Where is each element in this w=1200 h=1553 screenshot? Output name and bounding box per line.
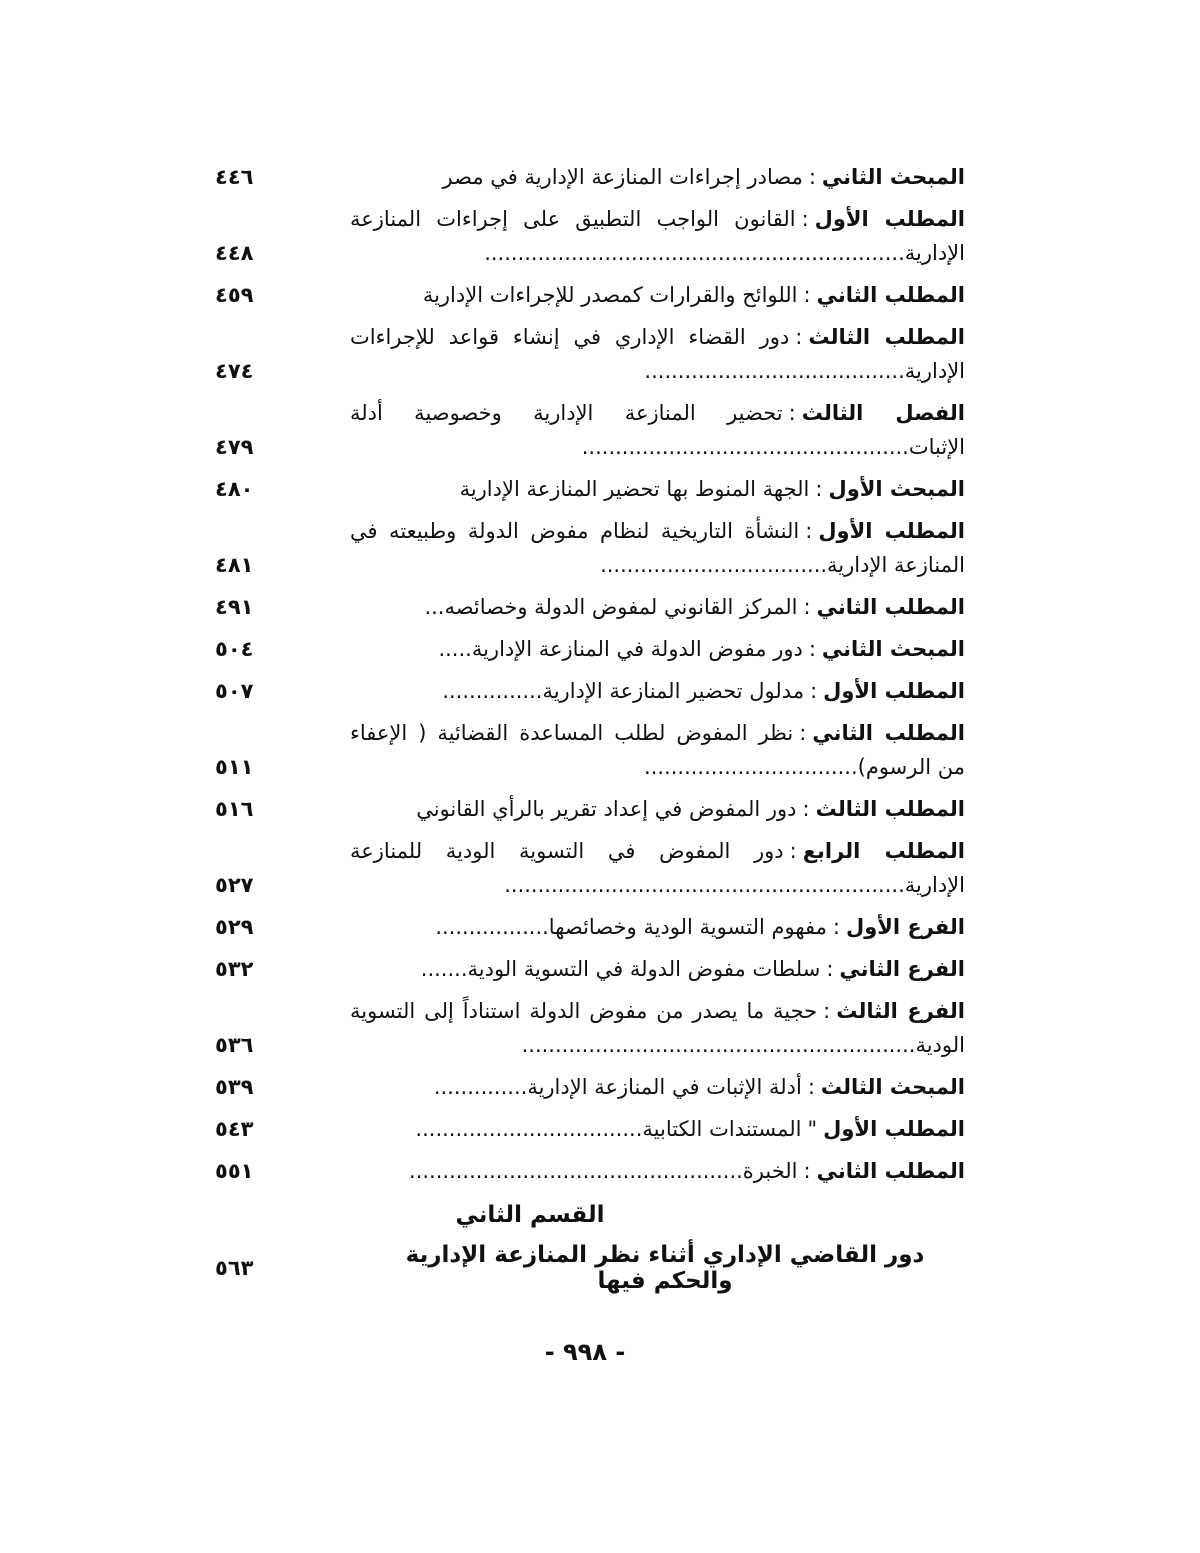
- toc-entry-label: المبحث الأول: [828, 477, 965, 501]
- toc-entry-title: مصادر إجراءات المنازعة الإدارية في مصر: [442, 165, 803, 189]
- toc-entry-text: [350, 716, 965, 784]
- toc-entry-page-number: ٤٤٨: [215, 241, 254, 265]
- toc-entry-title: الجهة المنوط بها تحضير المنازعة الإدارية: [459, 477, 810, 501]
- toc-entry-text: [350, 910, 965, 944]
- toc-entry-label: الفصل الثالث: [801, 401, 965, 425]
- toc-entry-separator: :: [801, 207, 809, 231]
- toc-entry: [215, 952, 965, 986]
- toc-entry: [215, 514, 965, 582]
- toc-entry-separator: :: [808, 637, 816, 661]
- toc-entry: [215, 834, 965, 902]
- toc-entry: [215, 396, 965, 464]
- toc-entry: [215, 160, 965, 194]
- toc-entry-text: [350, 632, 965, 666]
- toc-entry-label: المطلب الثالث: [808, 325, 965, 349]
- toc-entry-text: [350, 160, 965, 194]
- toc-entry-text: [350, 994, 965, 1062]
- toc-entry-title: سلطات مفوض الدولة في التسوية الودية.......: [420, 957, 821, 981]
- toc-entry-separator: :: [807, 1075, 815, 1099]
- toc-entry-label: المطلب الأول: [823, 679, 965, 703]
- toc-entry: [215, 716, 965, 784]
- toc-entry-text: [350, 278, 965, 312]
- toc-entry-label: المطلب الثالث: [815, 797, 965, 821]
- toc-entry-title: دور مفوض الدولة في المنازعة الإدارية.....: [438, 637, 803, 661]
- toc-entry-page-number: ٤٧٤: [215, 359, 254, 383]
- toc-entry-page-number: ٥٢٩: [215, 915, 254, 939]
- toc-entry-page-number: ٤٨٠: [215, 477, 254, 501]
- toc-entry-page-number: ٤٤٦: [215, 165, 254, 189]
- toc-entry-label: المطلب الأول: [814, 207, 965, 231]
- toc-entry-title: القانون الواجب التطبيق على إجراءات المنازعة الإدارية...............................................................: [350, 207, 965, 265]
- toc-entry-separator: :: [808, 165, 816, 189]
- toc-entry-page-number: ٥٣٢: [215, 957, 254, 981]
- toc-entry-title: المركز القانوني لمفوض الدولة وخصائصه...: [424, 595, 798, 619]
- toc-entry-title: دور المفوض في التسوية الودية للمنازعة الإدارية............................................................: [350, 839, 965, 897]
- toc-entry: [215, 472, 965, 506]
- toc-entry-title: دور القضاء الإداري في إنشاء قواعد للإجراءات الإدارية.......................................: [350, 325, 965, 383]
- toc-entry-text: [350, 514, 965, 582]
- toc-entry-page-number: ٤٧٩: [215, 435, 254, 459]
- section-heading: القسم الثاني: [455, 1202, 605, 1228]
- toc-entry: [215, 320, 965, 388]
- toc-entry-text: [350, 1112, 965, 1146]
- toc-entry-label: الفرع الثاني: [839, 957, 965, 981]
- toc-entry-page-number: ٥١٦: [215, 797, 254, 821]
- part-title: دور القاضي الإداري أثناء نظر المنازعة الإدارية والحكم فيها: [405, 1242, 925, 1294]
- toc-entry-separator: :: [799, 721, 807, 745]
- toc-entry-title: مدلول تحضير المنازعة الإدارية...............: [442, 679, 805, 703]
- toc-entry-separator: :: [826, 957, 834, 981]
- toc-entry: [215, 1112, 965, 1146]
- toc-entry-separator: :: [803, 1159, 811, 1183]
- toc-entry-title: المستندات الكتابية..................................: [415, 1117, 802, 1141]
- toc-entry-label: المطلب الثاني: [816, 1159, 965, 1183]
- toc-entry-separator: :: [788, 401, 796, 425]
- toc-entry-title: الخبرة..................................................: [409, 1159, 798, 1183]
- toc-entry: [215, 994, 965, 1062]
- toc-entry-title: حجية ما يصدر من مفوض الدولة استناداً إلى التسوية الودية...........................................................: [350, 999, 965, 1057]
- toc-entry-separator: :: [805, 519, 813, 543]
- toc-entry-separator: :: [815, 477, 823, 501]
- toc-entry-label: المبحث الثاني: [821, 637, 965, 661]
- toc-entry-title: النشأة التاريخية لنظام مفوض الدولة وطبيعته في المنازعة الإدارية..................................: [350, 519, 965, 577]
- toc-entries: [215, 160, 965, 1188]
- toc-entry-text: [350, 202, 965, 270]
- toc-entry-page-number: ٥٤٣: [215, 1117, 254, 1141]
- toc-entry-label: المطلب الأول: [823, 1117, 965, 1141]
- toc-entry-title: تحضير المنازعة الإدارية وخصوصية أدلة الإثبات.................................................: [350, 401, 965, 459]
- toc-entry-separator: :: [832, 915, 840, 939]
- table-of-contents: [215, 160, 965, 1294]
- toc-entry-separator: :: [795, 325, 803, 349]
- toc-entry-text: [350, 674, 965, 708]
- toc-entry-page-number: ٥٣٦: [215, 1033, 254, 1057]
- toc-entry-text: [350, 792, 965, 826]
- toc-entry-title: أدلة الإثبات في المنازعة الإدارية..............: [433, 1075, 802, 1099]
- toc-entry: [215, 632, 965, 666]
- toc-entry-text: [350, 1154, 965, 1188]
- toc-entry-text: [350, 952, 965, 986]
- toc-entry-page-number: ٥١١: [215, 755, 254, 779]
- toc-entry-title: مفهوم التسوية الودية وخصائصها.................: [435, 915, 827, 939]
- toc-entry-separator: :: [810, 679, 818, 703]
- toc-entry: [215, 590, 965, 624]
- toc-entry-text: [350, 472, 965, 506]
- toc-entry: [215, 1154, 965, 1188]
- toc-entry-separator: ": [807, 1117, 818, 1141]
- toc-entry-title: دور المفوض في إعداد تقرير بالرأي القانوني: [416, 797, 797, 821]
- toc-entry-page-number: ٥٠٧: [215, 679, 254, 703]
- page-footer-number: - ٩٩٨ -: [544, 1338, 626, 1366]
- toc-entry-text: [350, 396, 965, 464]
- toc-entry-label: المطلب الثاني: [816, 595, 965, 619]
- toc-entry-separator: :: [802, 797, 810, 821]
- toc-entry-text: [350, 834, 965, 902]
- toc-entry-page-number: ٤٨١: [215, 553, 254, 577]
- toc-entry-page-number: ٥٠٤: [215, 637, 254, 661]
- toc-entry: [215, 674, 965, 708]
- toc-entry: [215, 202, 965, 270]
- toc-entry-separator: :: [803, 595, 811, 619]
- toc-entry-label: المطلب الرابع: [802, 839, 965, 863]
- toc-entry-label: المطلب الأول: [818, 519, 965, 543]
- toc-entry-separator: :: [823, 999, 831, 1023]
- toc-entry: [215, 1070, 965, 1104]
- toc-entry-text: [350, 320, 965, 388]
- toc-entry-label: المطلب الثاني: [816, 283, 965, 307]
- toc-entry-page-number: ٥٣٩: [215, 1075, 254, 1099]
- toc-entry-title: اللوائح والقرارات كمصدر للإجراءات الإدارية: [422, 283, 798, 307]
- toc-entry-separator: :: [789, 839, 797, 863]
- toc-entry: [215, 910, 965, 944]
- toc-entry-page-number: ٥٢٧: [215, 873, 254, 897]
- toc-entry-label: المطلب الثاني: [812, 721, 965, 745]
- toc-entry-title: نظر المفوض لطلب المساعدة القضائية ( الإعفاء من الرسوم)................................: [350, 721, 965, 779]
- toc-entry-label: المبحث الثالث: [820, 1075, 965, 1099]
- toc-entry: [215, 792, 965, 826]
- toc-entry: [215, 278, 965, 312]
- toc-entry-separator: :: [803, 283, 811, 307]
- toc-entry-label: الفرع الأول: [845, 915, 965, 939]
- toc-entry-page-number: ٤٩١: [215, 595, 254, 619]
- part-title-row: [215, 1242, 965, 1294]
- part-title-page-number: ٥٦٣: [215, 1256, 254, 1280]
- toc-entry-text: [350, 1070, 965, 1104]
- toc-entry-label: الفرع الثالث: [836, 999, 965, 1023]
- toc-entry-label: المبحث الثاني: [821, 165, 965, 189]
- toc-entry-page-number: ٤٥٩: [215, 283, 254, 307]
- toc-entry-text: [350, 590, 965, 624]
- toc-entry-page-number: ٥٥١: [215, 1159, 254, 1183]
